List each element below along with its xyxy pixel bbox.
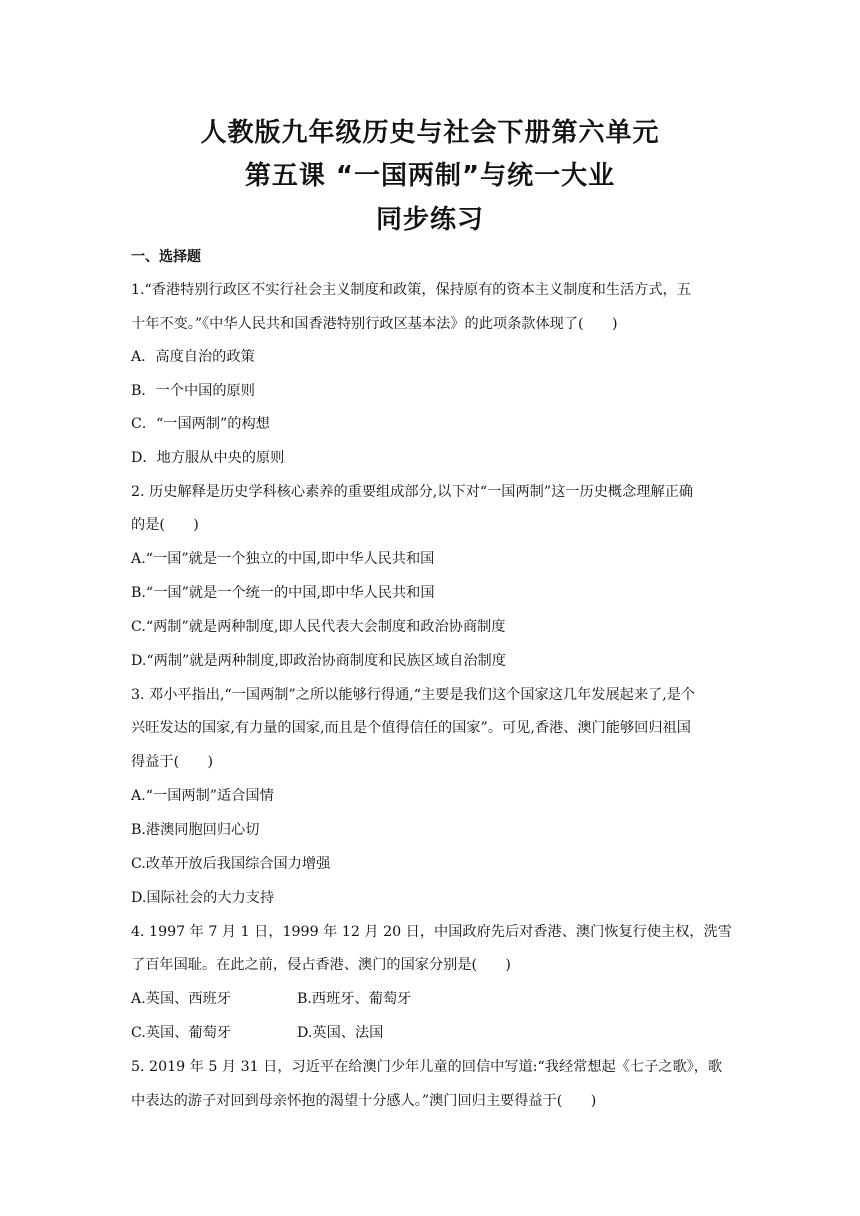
- document-title-line-1: 人教版九年级历史与社会下册第六单元: [200, 118, 660, 148]
- question-5-stem-line-2: 中表达的游子对回到母亲怀抱的渴望十分感人。”澳门回归主要得益于( ): [131, 1093, 597, 1109]
- question-1-stem-line-2: 十年不变。”《中华人民共和国香港特别行政区基本法》的此项条款体现了( ): [131, 316, 618, 332]
- question-4-stem-line-2: 了百年国耻。在此之前，侵占香港、澳门的国家分别是( ): [131, 957, 511, 973]
- question-2-option-d: D.“两制”就是两种制度,即政治协商制度和民族区域自治制度: [131, 653, 506, 669]
- question-4-option-c: C.英国、葡萄牙: [131, 1025, 231, 1041]
- question-2-stem-line-1: 2. 历史解释是历史学科核心素养的重要组成部分,以下对“一国两制”这一历史概念理解正确: [131, 484, 694, 500]
- question-3-option-d: D.国际社会的大力支持: [131, 890, 275, 906]
- question-3-option-a: A.“一国两制”适合国情: [131, 788, 274, 804]
- question-3-option-c: C.改革开放后我国综合国力增强: [131, 856, 331, 872]
- question-4-option-a: A.英国、西班牙: [131, 991, 231, 1007]
- question-1-stem-line-1: 1.“香港特别行政区不实行社会主义制度和政策，保持原有的资本主义制度和生活方式，五: [131, 282, 691, 298]
- question-2-option-a: A.“一国”就是一个独立的中国,即中华人民共和国: [131, 551, 435, 567]
- question-1-option-c: C．“一国两制”的构想: [131, 416, 270, 432]
- question-2-stem-line-2: 的是( ): [131, 517, 199, 533]
- question-1-option-a: A．高度自治的政策: [131, 349, 255, 365]
- question-3-stem-line-2: 兴旺发达的国家,有力量的国家,而且是个值得信任的国家”。可见,香港、澳门能够回归祖国: [131, 720, 691, 736]
- question-4-option-b: B.西班牙、葡萄牙: [297, 991, 412, 1007]
- question-3-option-b: B.港澳同胞回归心切: [131, 822, 260, 838]
- question-3-stem-line-1: 3. 邓小平指出,“一国两制”之所以能够行得通,“主要是我们这个国家这几年发展起来了,是个: [131, 687, 696, 703]
- question-4-option-d: D.英国、法国: [297, 1025, 384, 1041]
- question-2-option-c: C.“两制”就是两种制度,即人民代表大会制度和政治协商制度: [131, 619, 506, 635]
- question-4-stem-line-1: 4. 1997 年 7 月 1 日，1999 年 12 月 20 日，中国政府先后对香港、澳门恢复行使主权，洗雪: [131, 924, 732, 940]
- question-2-option-b: B.“一国”就是一个统一的中国,即中华人民共和国: [131, 585, 435, 601]
- question-3-stem-line-3: 得益于( ): [131, 754, 214, 770]
- question-1-option-b: B．一个中国的原则: [131, 383, 255, 399]
- section-heading: 一、选择题: [131, 249, 201, 265]
- question-1-option-d: D．地方服从中央的原则: [131, 450, 285, 466]
- document-title-line-3: 同步练习: [375, 205, 484, 235]
- document-title-line-2: 第五课 “一国两制”与统一大业: [244, 161, 616, 191]
- question-5-stem-line-1: 5. 2019 年 5 月 31 日，习近平在给澳门少年儿童的回信中写道:“我经常想起《七子之歌》，歌: [131, 1059, 723, 1075]
